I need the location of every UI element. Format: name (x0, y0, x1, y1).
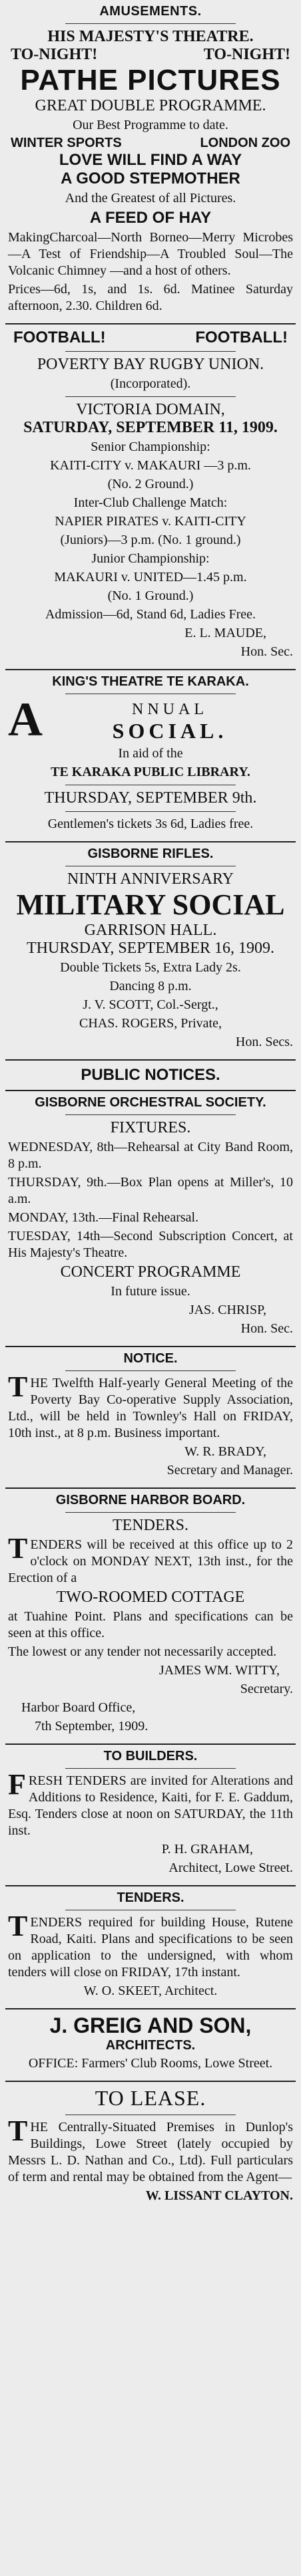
rifles-signer-2: CHAS. ROGERS, Private, (79, 1016, 222, 1031)
amusements-ad (5, 3, 296, 324)
greig-title: J. GREIG AND SON, (49, 2013, 252, 2037)
kings-theatre-heading: KING'S THEATRE TE KARAKA. (52, 674, 249, 689)
orchestral-signer: JAS. CHRISP, (188, 1303, 266, 1317)
to-builders-ad (5, 1745, 296, 1886)
harbor-date: 7th September, 1909. (35, 1719, 149, 1734)
divider (65, 351, 236, 352)
lease-body: THE Centrally-Situated Premises in Dunlop's Buildings, Lowe Street (lately occupied by Messrs L. D. Nathan and Co., Ltd). Full particulars of term and rental may be obtained from the Agent— (8, 2115, 293, 2184)
match-date: SATURDAY, SEPTEMBER 11, 1909. (23, 419, 278, 436)
notice-ad (5, 1347, 296, 1489)
interclub-label: Inter-Club Challenge Match: (73, 495, 228, 510)
annual-block (8, 698, 293, 743)
anniversary: NINTH ANNIVERSARY (67, 870, 234, 888)
harbor-signer: JAMES WM. WITTY, (158, 1663, 280, 1678)
tenders-body: TENDERS required for building House, Rutene Road, Kaiti. Plans and specifications to be seen on application to the undersigned, with whom tenders will close on FRIDAY, 17th instant. (8, 1910, 293, 1980)
greig-architects: ARCHITECTS. (105, 2038, 196, 2053)
pathe-title: PATHE PICTURES (20, 64, 281, 96)
divider (65, 1512, 236, 1513)
senior-match: KAITI-CITY v. MAKAURI —3 p.m. (50, 458, 251, 473)
fixture-item: WEDNESDAY, 8th—Rehearsal at City Band Room, 8 p.m. (8, 1140, 293, 1171)
football-left: FOOTBALL! (13, 328, 106, 346)
harbor-office: Harbor Board Office, (21, 1700, 136, 1715)
harbor-signer-title: Secretary. (240, 1682, 293, 1696)
divider (65, 1114, 236, 1115)
harbor-body-2: at Tuahine Point. Plans and specifications can be seen at this office. (8, 1609, 293, 1640)
to-lease-ad (5, 2082, 296, 2213)
garrison-hall: GARRISON HALL. (84, 922, 217, 939)
signer-title: Hon. Sec. (240, 644, 293, 659)
junior-label: Junior Championship: (91, 551, 210, 566)
rifles-date: THURSDAY, SEPTEMBER 16, 1909. (26, 940, 275, 957)
signer: E. L. MAUDE, (184, 626, 266, 640)
film-hay: A FEED OF HAY (89, 209, 212, 227)
builders-signer-title: Architect, Lowe Street. (168, 1861, 293, 1875)
senior-ground: (No. 2 Ground.) (107, 477, 194, 491)
orchestral-heading: GISBORNE ORCHESTRAL SOCIETY. (35, 1095, 266, 1110)
greatest-line: And the Greatest of all Pictures. (65, 191, 236, 205)
social-title: SOCIAL. (112, 719, 228, 743)
lease-heading: TO LEASE. (95, 2086, 206, 2110)
harbor-board-ad (5, 1489, 296, 1745)
notice-signer-title: Secretary and Manager. (166, 1463, 293, 1478)
senior-label: Senior Championship: (91, 440, 210, 454)
programme-line: GREAT DOUBLE PROGRAMME. (35, 97, 266, 114)
fixture-item: THURSDAY, 9th.—Box Plan opens at Miller's, 10 a.m. (8, 1175, 293, 1206)
military-social-ad (5, 842, 296, 1061)
tenders-ad (5, 1886, 296, 2009)
public-notices-heading-block (5, 1061, 296, 1091)
notice-signer: W. R. BRADY, (184, 1444, 266, 1459)
rugby-union: POVERTY BAY RUGBY UNION. (37, 356, 264, 373)
aid-line: In aid of the (118, 746, 183, 761)
notice-body: THE Twelfth Half-yearly General Meeting of the Poverty Bay Co-operative Supply Association, Ltd., will be held in Townley's Hall on FRIDAY, 10th inst., at 8 p.m. Business important. (8, 1370, 293, 1440)
newspaper-column (5, 0, 296, 2216)
builders-body: FRESH TENDERS are invited for Alterations and Additions to Residence, Kaiti, for F. E. Gaddum, Esq. Tenders close at noon on SATURDAY, the 11th inst. (8, 1768, 293, 1838)
rifles-dancing: Dancing 8 p.m. (109, 979, 192, 993)
annual-word: NNUAL (132, 701, 208, 718)
orchestral-society-ad (5, 1091, 296, 1347)
amusements-heading: AMUSEMENTS. (99, 4, 202, 19)
football-ad (5, 324, 296, 670)
public-notices-heading: PUBLIC NOTICES. (81, 1066, 220, 1084)
drop-letter: A (8, 698, 43, 743)
concert-programme: CONCERT PROGRAMME (60, 1263, 241, 1281)
interclub-match: NAPIER PIRATES v. KAITI-CITY (55, 514, 246, 529)
junior-match: MAKAURI v. UNITED—1.45 p.m. (54, 570, 247, 584)
builders-heading: TO BUILDERS. (103, 1749, 198, 1763)
junior-ground: (No. 1 Ground.) (107, 588, 194, 603)
tenders-heading: TENDERS. (117, 1890, 184, 1905)
harbor-heading: GISBORNE HARBOR BOARD. (55, 1493, 246, 1507)
cottage-title: TWO-ROOMED COTTAGE (56, 1589, 245, 1606)
football-right: FOOTBALL! (195, 328, 288, 346)
incorporated: (Incorporated). (110, 376, 191, 391)
military-social-title: MILITARY SOCIAL (16, 888, 285, 921)
library-line: TE KARAKA PUBLIC LIBRARY. (51, 765, 250, 779)
tenders-signer: W. O. SKEET, Architect. (83, 1984, 218, 1998)
greig-office: OFFICE: Farmers' Club Rooms, Lowe Street. (28, 2056, 273, 2071)
film-stepmother: A GOOD STEPMOTHER (61, 170, 240, 188)
fixture-item: TUESDAY, 14th—Second Subscription Concert, at His Majesty's Theatre. (8, 1229, 293, 1260)
divider (65, 811, 236, 812)
football-heading (8, 328, 293, 347)
tonight-left: TO-NIGHT! (11, 46, 98, 63)
film-list: MakingCharcoal—North Borneo—Merry Microbes—A Test of Friendship—A Troubled Soul—The Volcanic Chimney —and a host of others. (8, 230, 293, 278)
tonight-right: TO-NIGHT! (203, 46, 290, 63)
future-issue: In future issue. (111, 1284, 190, 1299)
fixtures-heading: FIXTURES. (110, 1119, 191, 1136)
divider (65, 1768, 236, 1769)
best-programme: Our Best Programme to date. (73, 118, 228, 132)
rifles-signer-title: Hon. Secs. (235, 1035, 293, 1049)
divider (65, 1370, 236, 1371)
prices: Prices—6d, 1s, and 1s. 6d. Matinee Saturday afternoon, 2.30. Children 6d. (8, 282, 293, 313)
rifles-signer-1: J. V. SCOTT, Col.-Sergt., (83, 997, 218, 1012)
divider (65, 396, 236, 397)
venue: VICTORIA DOMAIN, (76, 401, 225, 418)
film-love: LOVE WILL FIND A WAY (59, 151, 242, 169)
orchestral-signer-title: Hon. Sec. (240, 1321, 293, 1336)
film-winter-sports: WINTER SPORTS (11, 136, 122, 150)
theatre-name: HIS MAJESTY'S THEATRE. (47, 28, 254, 45)
social-tickets: Gentlemen's tickets 3s 6d, Ladies free. (47, 817, 254, 831)
harbor-lowest: The lowest or any tender not necessarily accepted. (8, 1644, 277, 1659)
builders-signer: P. H. GRAHAM, (161, 1842, 253, 1857)
annual-social-ad (5, 670, 296, 842)
divider (65, 23, 236, 24)
fixture-item: MONDAY, 13th.—Final Rehearsal. (8, 1210, 199, 1225)
interclub-detail: (Juniors)—3 p.m. (No. 1 ground.) (60, 533, 241, 547)
notice-heading: NOTICE. (123, 1351, 178, 1366)
harbor-tenders: TENDERS. (113, 1517, 188, 1534)
rifles-heading: GISBORNE RIFLES. (87, 846, 214, 861)
lease-signer: W. LISSANT CLAYTON. (145, 2188, 293, 2203)
films-line (8, 136, 293, 151)
tonight-line (8, 46, 293, 64)
social-date: THURSDAY, SEPTEMBER 9th. (44, 789, 257, 807)
harbor-body-1: TENDERS will be received at this office up to 2 o'clock on MONDAY NEXT, 13th inst., for the Erection of a (8, 1532, 293, 1585)
greig-ad (5, 2009, 296, 2082)
rifles-tickets: Double Tickets 5s, Extra Lady 2s. (60, 960, 241, 975)
admission: Admission—6d, Stand 6d, Ladies Free. (45, 607, 256, 622)
film-london-zoo: LONDON ZOO (200, 136, 290, 150)
